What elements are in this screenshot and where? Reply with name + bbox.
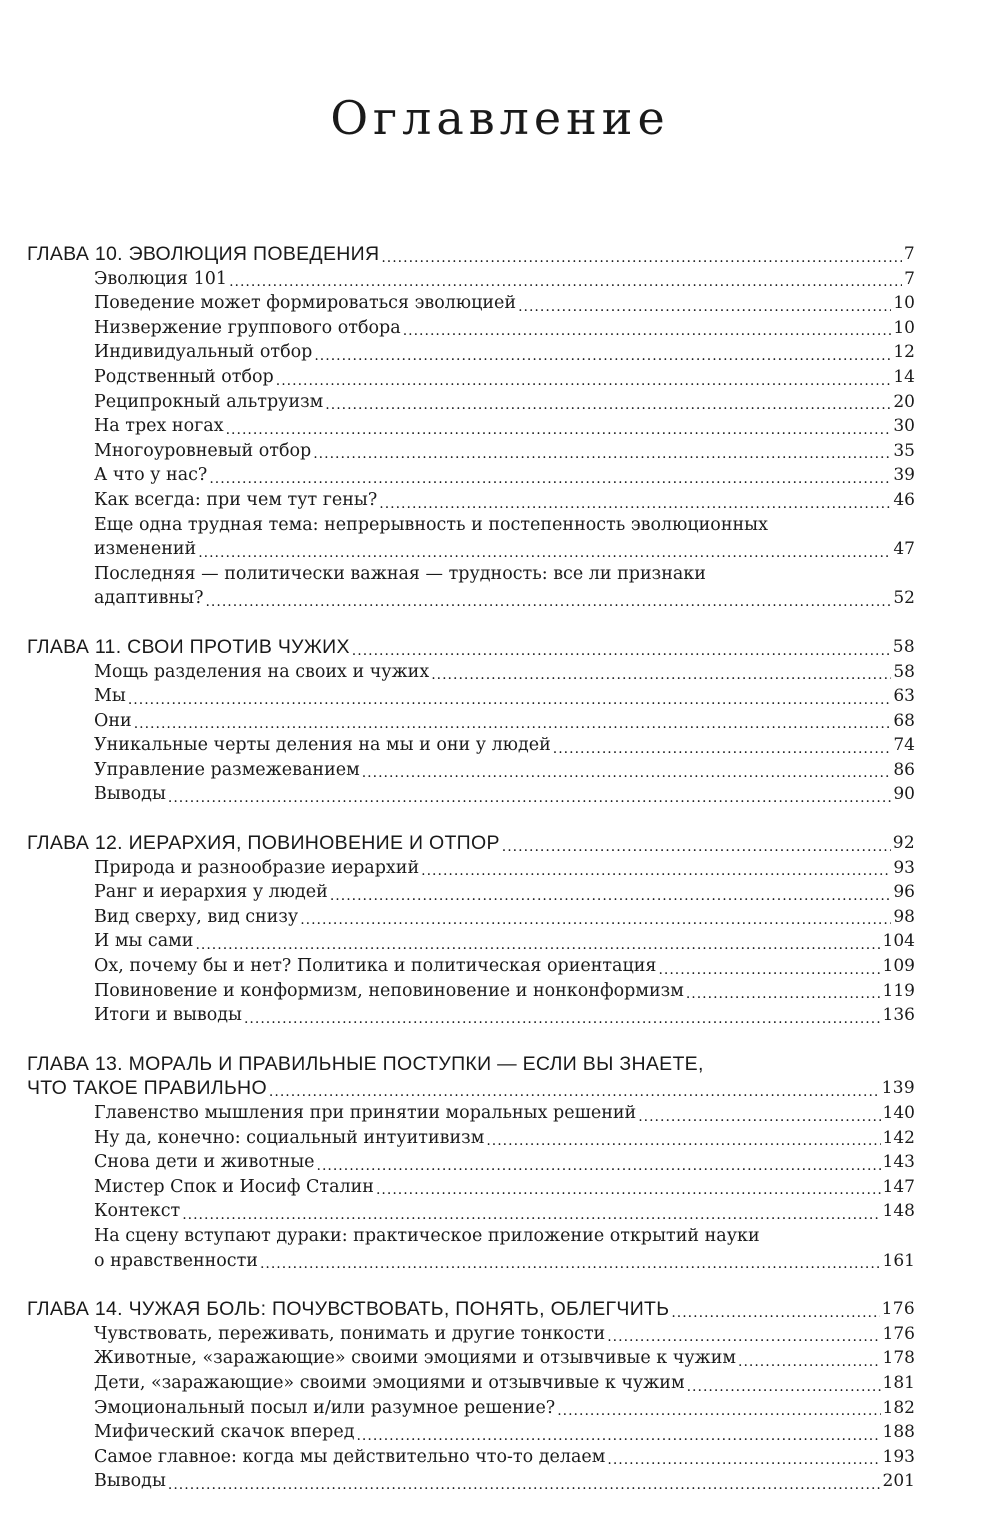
dot-leader xyxy=(685,1371,881,1396)
toc-section-entry[interactable] xyxy=(27,537,915,562)
chapter-page-number: 139 xyxy=(881,1078,915,1099)
section-page-number: 188 xyxy=(882,1422,915,1443)
section-page-number: 178 xyxy=(882,1348,915,1369)
section-title: Уникальные черты деления на мы и они у людей xyxy=(94,735,551,756)
dot-leader xyxy=(379,242,902,267)
toc-section-entry[interactable] xyxy=(27,660,915,685)
chapter-title: ГЛАВА 14. ЧУЖАЯ БОЛЬ: ПОЧУВСТВОВАТЬ, ПОНЯТЬ, ОБЛЕГЧИТЬ xyxy=(27,1298,670,1321)
section-title: Снова дети и животные xyxy=(94,1152,315,1173)
section-title: Многоуровневый отбор xyxy=(94,440,312,461)
dot-leader xyxy=(605,1322,880,1347)
section-title: изменений xyxy=(94,539,197,560)
dot-leader xyxy=(274,365,892,390)
section-title: Ранг и иерархия у людей xyxy=(94,882,328,903)
dot-leader xyxy=(516,291,891,316)
dot-leader xyxy=(328,880,892,905)
section-page-number: 90 xyxy=(893,784,915,805)
dot-leader xyxy=(500,831,891,856)
section-page-number: 93 xyxy=(893,857,915,878)
section-page-number: 20 xyxy=(893,391,915,412)
dot-leader xyxy=(323,390,891,415)
table-of-contents xyxy=(27,242,915,1518)
section-title-line: На сцену вступают дураки: практическое приложение открытий науки xyxy=(94,1225,760,1246)
toc-section-entry[interactable] xyxy=(27,782,915,807)
section-page-number: 47 xyxy=(893,539,915,560)
chapter-page-number: 7 xyxy=(903,244,915,264)
section-title: Эмоциональный посыл и/или разумное решение? xyxy=(94,1397,556,1418)
section-title: Индивидуальный отбор xyxy=(94,342,313,363)
toc-chapter xyxy=(27,1297,915,1494)
toc-section-entry[interactable] xyxy=(27,340,915,365)
dot-leader xyxy=(656,954,880,979)
section-page-number: 30 xyxy=(893,416,915,437)
section-title: Реципрокный альтруизм xyxy=(94,391,324,412)
toc-section-entry[interactable] xyxy=(27,1396,915,1421)
dot-leader xyxy=(196,537,891,562)
dot-leader xyxy=(224,414,892,439)
section-page-number: 86 xyxy=(893,759,915,780)
toc-section-entry[interactable] xyxy=(27,979,915,1004)
chapter-title: ГЛАВА 10. ЭВОЛЮЦИЯ ПОВЕДЕНИЯ xyxy=(27,243,380,265)
section-page-number: 201 xyxy=(882,1471,915,1492)
dot-leader xyxy=(180,1199,880,1224)
toc-section-entry[interactable] xyxy=(27,1249,915,1274)
section-page-number: 10 xyxy=(893,293,915,314)
section-title: Выводы xyxy=(94,1471,166,1492)
toc-section-entry[interactable] xyxy=(27,905,915,930)
dot-leader xyxy=(267,1076,880,1101)
toc-section-entry[interactable] xyxy=(27,684,915,709)
toc-section-entry[interactable] xyxy=(27,880,915,905)
section-title: Ну да, конечно: социальный интуитивизм xyxy=(94,1127,485,1148)
toc-section-entry[interactable] xyxy=(27,1469,915,1494)
toc-section-entry[interactable] xyxy=(27,1101,915,1126)
dot-leader xyxy=(312,340,891,365)
dot-leader xyxy=(354,1420,880,1445)
toc-section-entry[interactable] xyxy=(27,390,915,415)
toc-section-entry[interactable] xyxy=(27,929,915,954)
chapter-page-number: 58 xyxy=(892,636,915,657)
section-title: Они xyxy=(94,710,132,731)
toc-section-entry[interactable] xyxy=(27,733,915,758)
page-title: Оглавление xyxy=(330,91,670,145)
section-page-number: 182 xyxy=(882,1397,915,1418)
section-page-number: 140 xyxy=(882,1103,915,1123)
toc-section-entry[interactable] xyxy=(27,414,915,439)
section-title: Животные, «заражающие» своими эмоциями и отзывчивые к чужим xyxy=(94,1348,736,1369)
section-title: А что у нас? xyxy=(94,465,208,486)
section-page-number: 148 xyxy=(882,1201,915,1222)
toc-section-entry[interactable] xyxy=(27,1371,915,1396)
section-page-number: 52 xyxy=(893,588,915,609)
section-title: Чувствовать, переживать, понимать и другие тонкости xyxy=(94,1323,606,1344)
dot-leader xyxy=(203,586,891,611)
section-page-number: 143 xyxy=(882,1152,915,1173)
section-page-number: 161 xyxy=(882,1250,915,1271)
dot-leader xyxy=(484,1126,880,1151)
toc-section-entry[interactable] xyxy=(27,1175,915,1200)
section-title: На трех ногах xyxy=(94,416,224,437)
dot-leader xyxy=(551,733,892,758)
toc-section-entry[interactable] xyxy=(27,1346,915,1371)
dot-leader xyxy=(132,709,892,734)
section-page-number: 181 xyxy=(882,1372,915,1393)
section-page-number: 193 xyxy=(882,1446,915,1467)
dot-leader xyxy=(207,463,891,488)
chapter-page-number: 176 xyxy=(881,1299,915,1320)
section-title: Выводы xyxy=(94,784,166,805)
section-page-number: 14 xyxy=(893,366,915,387)
dot-leader xyxy=(126,684,892,709)
toc-section-entry[interactable] xyxy=(27,709,915,734)
toc-section-entry[interactable] xyxy=(27,1322,915,1347)
section-page-number: 104 xyxy=(882,931,915,952)
toc-chapter xyxy=(27,831,915,1028)
toc-section-entry[interactable] xyxy=(27,267,915,292)
dot-leader xyxy=(684,979,881,1004)
section-title: Управление размежеванием xyxy=(94,759,360,780)
section-title: И мы сами xyxy=(94,931,194,952)
chapter-title-line: ГЛАВА 13. МОРАЛЬ И ПРАВИЛЬНЫЕ ПОСТУПКИ — ЕСЛИ ВЫ ЗНАЕТЕ, xyxy=(27,1052,704,1075)
dot-leader xyxy=(377,488,891,513)
section-page-number: 142 xyxy=(882,1127,915,1148)
dot-leader xyxy=(555,1396,880,1421)
toc-section-entry[interactable] xyxy=(27,1445,915,1470)
toc-chapter xyxy=(27,242,915,611)
dot-leader xyxy=(736,1346,881,1371)
chapter-page-number: 92 xyxy=(892,833,915,854)
section-title: адаптивны? xyxy=(94,588,204,609)
section-title: Дети, «заражающие» своими эмоциями и отзывчивые к чужим xyxy=(94,1372,685,1393)
toc-section-entry[interactable] xyxy=(27,1199,915,1224)
dot-leader xyxy=(298,905,891,930)
section-page-number: 46 xyxy=(893,489,915,510)
section-title: Повиновение и конформизм, неповиновение и нонконформизм xyxy=(94,980,684,1001)
dot-leader xyxy=(605,1445,880,1470)
dot-leader xyxy=(315,1150,881,1175)
chapter-heading[interactable] xyxy=(27,635,915,660)
toc-chapter xyxy=(27,1052,915,1273)
dot-leader xyxy=(242,1003,881,1028)
section-page-number: 68 xyxy=(893,710,915,731)
chapter-heading[interactable] xyxy=(27,242,915,267)
toc-section-entry[interactable] xyxy=(27,1126,915,1151)
section-title: Главенство мышления при принятии моральных решений xyxy=(94,1103,637,1123)
section-title: Эволюция 101 xyxy=(94,268,228,289)
chapter-heading[interactable] xyxy=(27,1297,915,1322)
section-title: Вид сверху, вид снизу xyxy=(94,906,299,927)
dot-leader xyxy=(193,929,880,954)
toc-section-entry[interactable] xyxy=(27,291,915,316)
section-title: Низвержение группового отбора xyxy=(94,317,401,338)
section-page-number: 35 xyxy=(893,440,915,461)
section-page-number: 176 xyxy=(882,1323,915,1344)
section-title: Родственный отбор xyxy=(94,366,274,387)
toc-section-entry[interactable] xyxy=(27,463,915,488)
section-page-number: 147 xyxy=(882,1176,915,1197)
dot-leader xyxy=(258,1249,881,1274)
chapter-heading[interactable] xyxy=(27,1076,915,1101)
section-title: Мистер Спок и Иосиф Сталин xyxy=(94,1176,374,1197)
section-page-number: 136 xyxy=(882,1005,915,1026)
toc-section-entry[interactable] xyxy=(27,954,915,979)
section-page-number: 109 xyxy=(882,956,915,977)
toc-section-entry[interactable] xyxy=(27,1003,915,1028)
toc-section-entry[interactable] xyxy=(27,758,915,783)
section-title: Итоги и выводы xyxy=(94,1005,242,1026)
section-page-number: 96 xyxy=(893,882,915,903)
section-title: Мифический скачок вперед xyxy=(94,1422,355,1443)
toc-section-entry[interactable] xyxy=(27,488,915,513)
section-title: Мощь разделения на своих и чужих xyxy=(94,661,430,682)
toc-section-entry[interactable] xyxy=(27,316,915,341)
section-page-number: 7 xyxy=(904,268,915,289)
toc-section-entry[interactable] xyxy=(27,1420,915,1445)
dot-leader xyxy=(166,1469,881,1494)
section-title: Поведение может формироваться эволюцией xyxy=(94,293,517,314)
section-title: Как всегда: при чем тут гены? xyxy=(94,489,378,510)
dot-leader xyxy=(419,856,891,881)
chapter-title: ЧТО ТАКОЕ ПРАВИЛЬНО xyxy=(27,1077,267,1100)
section-page-number: 74 xyxy=(893,735,915,756)
section-title: Контекст xyxy=(94,1201,181,1222)
section-title: Мы xyxy=(94,686,126,707)
toc-chapter xyxy=(27,635,915,807)
toc-section-entry[interactable] xyxy=(27,1150,915,1175)
section-page-number: 98 xyxy=(893,906,915,927)
section-title: Ох, почему бы и нет? Политика и политическая ориентация xyxy=(94,956,657,977)
section-page-number: 12 xyxy=(893,342,915,363)
dot-leader xyxy=(350,635,891,660)
section-page-number: 119 xyxy=(882,980,915,1001)
dot-leader xyxy=(311,439,891,464)
section-title-line: Последняя — политически важная — трудность: все ли признаки xyxy=(94,563,706,584)
toc-section-entry[interactable] xyxy=(27,586,915,611)
section-page-number: 39 xyxy=(893,465,915,486)
dot-leader xyxy=(669,1297,879,1322)
toc-section-entry[interactable] xyxy=(27,856,915,881)
chapter-heading[interactable] xyxy=(27,831,915,856)
dot-leader xyxy=(227,267,902,292)
section-title: Самое главное: когда мы действительно что-то делаем xyxy=(94,1446,606,1467)
chapter-title: ГЛАВА 12. ИЕРАРХИЯ, ПОВИНОВЕНИЕ И ОТПОР xyxy=(27,832,500,855)
section-title: о нравственности xyxy=(94,1250,258,1271)
dot-leader xyxy=(374,1175,881,1200)
toc-section-entry[interactable] xyxy=(27,365,915,390)
chapter-title: ГЛАВА 11. СВОИ ПРОТИВ ЧУЖИХ xyxy=(27,635,350,658)
section-page-number: 10 xyxy=(893,317,915,338)
section-title-line: Еще одна трудная тема: непрерывность и постепенность эволюционных xyxy=(94,514,768,535)
dot-leader xyxy=(360,758,892,783)
dot-leader xyxy=(401,316,892,341)
section-page-number: 63 xyxy=(893,686,915,707)
toc-section-entry[interactable] xyxy=(27,439,915,464)
dot-leader xyxy=(636,1101,880,1126)
section-page-number: 58 xyxy=(893,661,915,682)
section-title: Природа и разнообразие иерархий xyxy=(94,857,420,878)
dot-leader xyxy=(166,782,891,807)
dot-leader xyxy=(429,660,891,685)
